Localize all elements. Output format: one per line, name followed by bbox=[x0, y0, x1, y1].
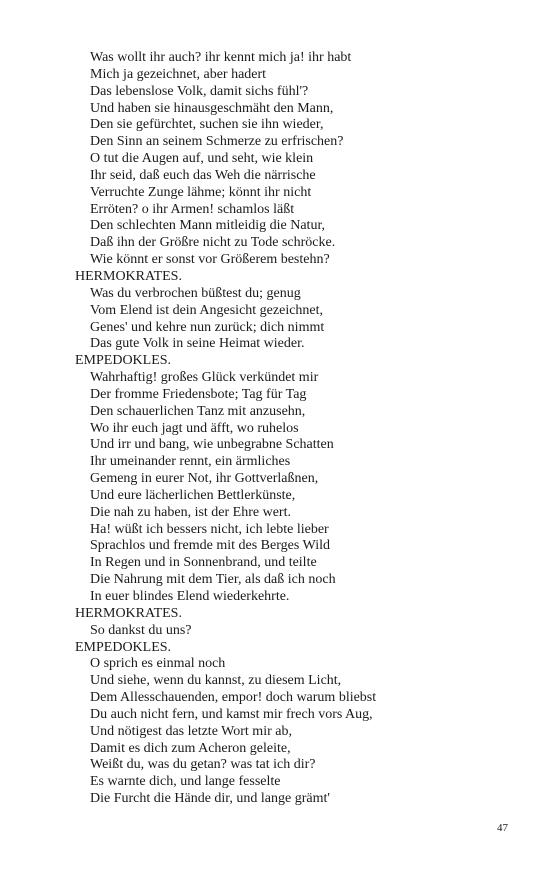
verse-line: Der fromme Friedensbote; Tag für Tag bbox=[90, 386, 307, 402]
verse-line: O tut die Augen auf, und seht, wie klein bbox=[90, 151, 314, 167]
verse-line: Ihr seid, daß euch das Weh die närrische bbox=[90, 167, 316, 183]
verse-line: Den schlechten Mann mitleidig die Natur, bbox=[90, 218, 326, 234]
verse-line: Dem Allesschauenden, empor! doch warum bliebst bbox=[90, 690, 377, 706]
verse-line: Wo ihr euch jagt und äfft, wo ruhelos bbox=[90, 420, 299, 436]
verse-line: O sprich es einmal noch bbox=[90, 656, 226, 672]
page-number: 47 bbox=[497, 822, 508, 834]
verse-line: Die Nahrung mit dem Tier, als daß ich noch bbox=[90, 572, 336, 588]
verse-line: Das gute Volk in seine Heimat wieder. bbox=[90, 336, 305, 352]
verse-line: Daß ihn der Größre nicht zu Tode schröcke. bbox=[90, 235, 336, 251]
verse-line: Den schauerlichen Tanz mit anzusehn, bbox=[90, 403, 306, 419]
verse-line: Und irr und bang, wie unbegrabne Schatten bbox=[90, 437, 334, 453]
verse-line: Was wollt ihr auch? ihr kennt mich ja! ihr habt bbox=[90, 50, 352, 65]
speaker-name: EMPEDOKLES. bbox=[75, 353, 172, 369]
speaker-name: HERMOKRATES. bbox=[75, 605, 182, 621]
verse-line: Wie könnt er sonst vor Größerem bestehn? bbox=[90, 252, 330, 268]
verse-line: Gemeng in eurer Not, ihr Gottverlaßnen, bbox=[90, 471, 319, 487]
verse-line: Und siehe, wenn du kannst, zu diesem Licht, bbox=[90, 673, 342, 689]
speaker-name: EMPEDOKLES. bbox=[75, 639, 172, 655]
verse-line: Und haben sie hinausgeschmäht den Mann, bbox=[90, 100, 334, 116]
verse-line: So dankst du uns? bbox=[90, 622, 192, 638]
verse-line: Und nötigest das letzte Wort mir ab, bbox=[90, 723, 292, 739]
verse-line: Mich ja gezeichnet, aber hadert bbox=[90, 66, 267, 82]
drama-text bbox=[75, 50, 515, 808]
verse-line: In Regen und in Sonnenbrand, und teilte bbox=[90, 555, 317, 571]
verse-line: Ha! wüßt ich bessers nicht, ich lebte lieber bbox=[90, 521, 329, 537]
verse-line: Die nah zu haben, ist der Ehre wert. bbox=[90, 504, 291, 520]
verse-line: Es warnte dich, und lange fesselte bbox=[90, 774, 281, 790]
verse-line: In euer blindes Elend wiederkehrte. bbox=[90, 589, 290, 604]
verse-line: Weißt du, was du getan? was tat ich dir? bbox=[90, 757, 316, 773]
verse-line: Ihr umeinander rennt, ein ärmliches bbox=[90, 454, 291, 470]
verse-line: Die Furcht die Hände dir, und lange grämt' bbox=[90, 791, 330, 807]
verse-line: Damit es dich zum Acheron geleite, bbox=[90, 740, 291, 756]
verse-line: Und eure lächerlichen Bettlerkünste, bbox=[90, 487, 296, 503]
verse-line: Genes' und kehre nun zurück; dich nimmt bbox=[90, 319, 325, 335]
verse-line: Was du verbrochen büßtest du; genug bbox=[90, 285, 301, 301]
verse-line: Den sie gefürchtet, suchen sie ihn wieder, bbox=[90, 117, 324, 133]
verse-line: Vom Elend ist dein Angesicht gezeichnet, bbox=[90, 302, 324, 318]
verse-line: Erröten? o ihr Armen! schamlos läßt bbox=[90, 201, 295, 217]
verse-line: Sprachlos und fremde mit des Berges Wild bbox=[90, 538, 330, 554]
verse-line: Den Sinn an seinem Schmerze zu erfrischen? bbox=[90, 134, 344, 150]
verse-line: Das lebenslose Volk, damit sichs fühl'? bbox=[90, 83, 309, 99]
verse-line: Du auch nicht fern, und kamst mir frech vors Aug, bbox=[90, 706, 373, 722]
verse-line: Verruchte Zunge lähme; könnt ihr nicht bbox=[90, 184, 312, 200]
verse-line: Wahrhaftig! großes Glück verkündet mir bbox=[90, 370, 319, 386]
speaker-name: HERMOKRATES. bbox=[75, 268, 182, 284]
